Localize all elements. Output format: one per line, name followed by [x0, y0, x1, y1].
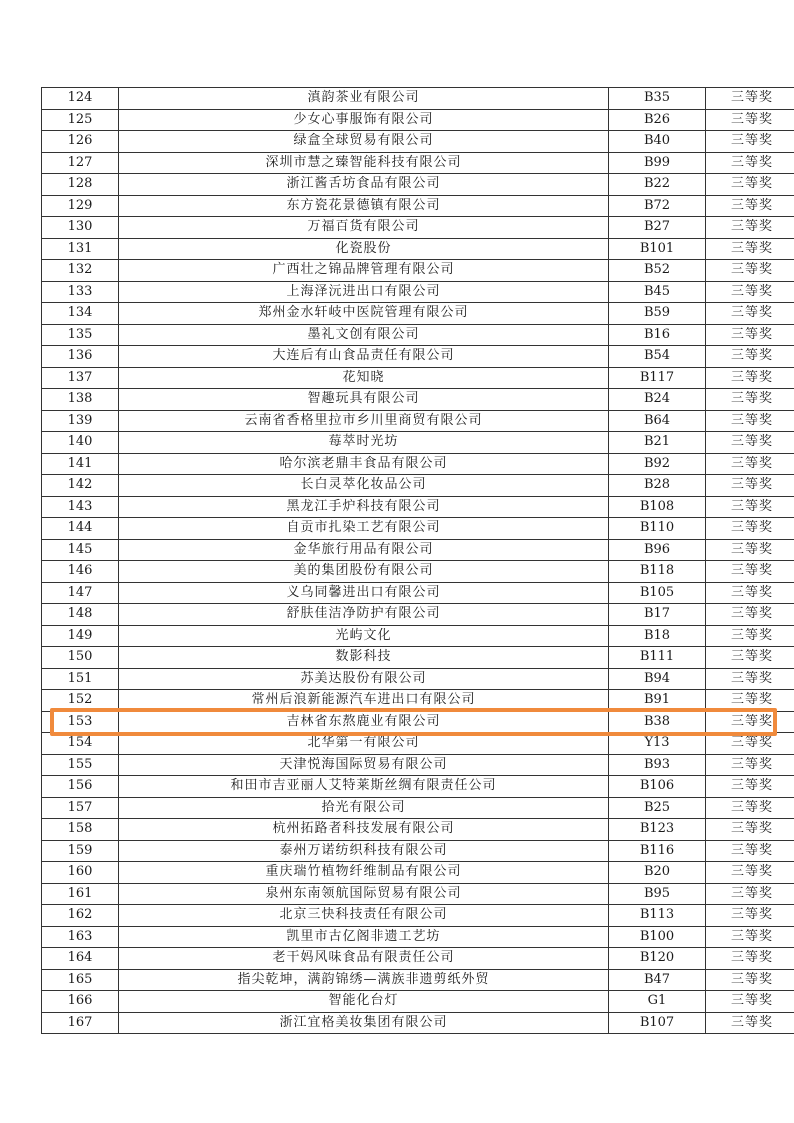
row-number-cell: 142 [42, 475, 119, 497]
award-level-cell: 三等奖 [706, 475, 794, 497]
row-number-cell: 167 [42, 1012, 119, 1034]
table-row [42, 281, 794, 303]
row-number-cell: 139 [42, 410, 119, 432]
award-level-cell: 三等奖 [706, 647, 794, 669]
table-row [42, 195, 794, 217]
company-name-cell: 拾光有限公司 [119, 797, 609, 819]
company-name-cell: 绿盒全球贸易有限公司 [119, 131, 609, 153]
award-level-cell: 三等奖 [706, 776, 794, 798]
award-level-cell: 三等奖 [706, 690, 794, 712]
table-row [42, 367, 794, 389]
award-level-cell: 三等奖 [706, 883, 794, 905]
row-number-cell: 154 [42, 733, 119, 755]
row-number-cell: 162 [42, 905, 119, 927]
table-row [42, 969, 794, 991]
row-number-cell: 137 [42, 367, 119, 389]
row-number-cell: 134 [42, 303, 119, 325]
row-number-cell: 135 [42, 324, 119, 346]
award-level-cell: 三等奖 [706, 281, 794, 303]
company-name-cell: 常州后浪新能源汽车进出口有限公司 [119, 690, 609, 712]
row-number-cell: 136 [42, 346, 119, 368]
company-name-cell: 和田市吉亚丽人艾特莱斯丝绸有限责任公司 [119, 776, 609, 798]
company-name-cell: 智能化台灯 [119, 991, 609, 1013]
table-row [42, 776, 794, 798]
row-number-cell: 152 [42, 690, 119, 712]
row-number-cell: 166 [42, 991, 119, 1013]
booth-code-cell: B113 [609, 905, 706, 927]
company-name-cell: 苏美达股份有限公司 [119, 668, 609, 690]
table-row [42, 926, 794, 948]
company-name-cell: 广西壮之锦品牌管理有限公司 [119, 260, 609, 282]
table-row [42, 174, 794, 196]
booth-code-cell: B24 [609, 389, 706, 411]
booth-code-cell: G1 [609, 991, 706, 1013]
booth-code-cell: B52 [609, 260, 706, 282]
table-row [42, 604, 794, 626]
award-level-cell: 三等奖 [706, 303, 794, 325]
booth-code-cell: B101 [609, 238, 706, 260]
company-name-cell: 长白灵萃化妆品公司 [119, 475, 609, 497]
booth-code-cell: B59 [609, 303, 706, 325]
award-level-cell: 三等奖 [706, 711, 794, 733]
award-level-cell: 三等奖 [706, 260, 794, 282]
booth-code-cell: B116 [609, 840, 706, 862]
booth-code-cell: B64 [609, 410, 706, 432]
table-row [42, 754, 794, 776]
company-name-cell: 数影科技 [119, 647, 609, 669]
company-name-cell: 深圳市慧之臻智能科技有限公司 [119, 152, 609, 174]
row-number-cell: 159 [42, 840, 119, 862]
company-name-cell: 万福百货有限公司 [119, 217, 609, 239]
table-row [42, 647, 794, 669]
company-name-cell: 天津悦海国际贸易有限公司 [119, 754, 609, 776]
booth-code-cell: B27 [609, 217, 706, 239]
row-number-cell: 155 [42, 754, 119, 776]
row-number-cell: 151 [42, 668, 119, 690]
row-number-cell: 145 [42, 539, 119, 561]
company-name-cell: 浙江宜格美妆集团有限公司 [119, 1012, 609, 1034]
table-row [42, 238, 794, 260]
company-name-cell: 美的集团股份有限公司 [119, 561, 609, 583]
company-name-cell: 花知晓 [119, 367, 609, 389]
company-name-cell: 黑龙江手炉科技有限公司 [119, 496, 609, 518]
row-number-cell: 129 [42, 195, 119, 217]
row-number-cell: 126 [42, 131, 119, 153]
company-name-cell: 智趣玩具有限公司 [119, 389, 609, 411]
table-row [42, 217, 794, 239]
company-name-cell: 泉州东南领航国际贸易有限公司 [119, 883, 609, 905]
table-row [42, 1012, 794, 1034]
table-row [42, 582, 794, 604]
row-number-cell: 156 [42, 776, 119, 798]
table-row [42, 948, 794, 970]
company-name-cell: 北华第一有限公司 [119, 733, 609, 755]
booth-code-cell: B45 [609, 281, 706, 303]
table-row [42, 539, 794, 561]
award-level-cell: 三等奖 [706, 862, 794, 884]
award-level-cell: 三等奖 [706, 346, 794, 368]
row-number-cell: 164 [42, 948, 119, 970]
award-level-cell: 三等奖 [706, 88, 794, 110]
company-name-cell: 自贡市扎染工艺有限公司 [119, 518, 609, 540]
table-row [42, 733, 794, 755]
booth-code-cell: B111 [609, 647, 706, 669]
booth-code-cell: B100 [609, 926, 706, 948]
booth-code-cell: B18 [609, 625, 706, 647]
award-level-cell: 三等奖 [706, 389, 794, 411]
award-level-cell: 三等奖 [706, 518, 794, 540]
company-name-cell: 金华旅行用品有限公司 [119, 539, 609, 561]
award-level-cell: 三等奖 [706, 367, 794, 389]
booth-code-cell: B26 [609, 109, 706, 131]
booth-code-cell: B92 [609, 453, 706, 475]
table-row [42, 797, 794, 819]
table-row [42, 518, 794, 540]
award-level-cell: 三等奖 [706, 926, 794, 948]
table-row [42, 453, 794, 475]
table-row [42, 883, 794, 905]
booth-code-cell: B96 [609, 539, 706, 561]
award-level-cell: 三等奖 [706, 539, 794, 561]
table-row [42, 346, 794, 368]
row-number-cell: 160 [42, 862, 119, 884]
row-number-cell: 130 [42, 217, 119, 239]
company-name-cell: 云南省香格里拉市乡川里商贸有限公司 [119, 410, 609, 432]
company-name-cell: 滇韵茶业有限公司 [119, 88, 609, 110]
award-level-cell: 三等奖 [706, 625, 794, 647]
company-name-cell: 吉林省东熬鹿业有限公司 [119, 711, 609, 733]
booth-code-cell: B20 [609, 862, 706, 884]
award-level-cell: 三等奖 [706, 754, 794, 776]
award-level-cell: 三等奖 [706, 131, 794, 153]
booth-code-cell: B110 [609, 518, 706, 540]
award-level-cell: 三等奖 [706, 733, 794, 755]
company-name-cell: 上海泽沅进出口有限公司 [119, 281, 609, 303]
table-row [42, 862, 794, 884]
booth-code-cell: B123 [609, 819, 706, 841]
company-name-cell: 老干妈风味食品有限责任公司 [119, 948, 609, 970]
booth-code-cell: B118 [609, 561, 706, 583]
table-row [42, 131, 794, 153]
award-level-cell: 三等奖 [706, 432, 794, 454]
row-number-cell: 138 [42, 389, 119, 411]
award-level-cell: 三等奖 [706, 195, 794, 217]
row-number-cell: 133 [42, 281, 119, 303]
row-number-cell: 125 [42, 109, 119, 131]
booth-code-cell: B72 [609, 195, 706, 217]
company-name-cell: 凯里市古亿阁非遗工艺坊 [119, 926, 609, 948]
row-number-cell: 132 [42, 260, 119, 282]
row-number-cell: 143 [42, 496, 119, 518]
table-row [42, 324, 794, 346]
booth-code-cell: B28 [609, 475, 706, 497]
company-name-cell: 舒肤佳洁净防护有限公司 [119, 604, 609, 626]
award-level-cell: 三等奖 [706, 174, 794, 196]
row-number-cell: 124 [42, 88, 119, 110]
table-row [42, 690, 794, 712]
table-row [42, 496, 794, 518]
company-name-cell: 泰州万诺纺织科技有限公司 [119, 840, 609, 862]
award-level-cell: 三等奖 [706, 324, 794, 346]
row-number-cell: 150 [42, 647, 119, 669]
row-number-cell: 144 [42, 518, 119, 540]
booth-code-cell: B38 [609, 711, 706, 733]
row-number-cell: 141 [42, 453, 119, 475]
row-number-cell: 147 [42, 582, 119, 604]
row-number-cell: 161 [42, 883, 119, 905]
row-number-cell: 157 [42, 797, 119, 819]
booth-code-cell: B21 [609, 432, 706, 454]
booth-code-cell: B93 [609, 754, 706, 776]
company-name-cell: 莓萃时光坊 [119, 432, 609, 454]
row-number-cell: 153 [42, 711, 119, 733]
table-row [42, 625, 794, 647]
company-name-cell: 浙江酱舌坊食品有限公司 [119, 174, 609, 196]
company-name-cell: 哈尔滨老鼎丰食品有限公司 [119, 453, 609, 475]
row-number-cell: 131 [42, 238, 119, 260]
award-level-cell: 三等奖 [706, 238, 794, 260]
booth-code-cell: B117 [609, 367, 706, 389]
awards-table [41, 87, 794, 1034]
table-row [42, 905, 794, 927]
company-name-cell: 墨礼文创有限公司 [119, 324, 609, 346]
award-level-cell: 三等奖 [706, 453, 794, 475]
award-level-cell: 三等奖 [706, 109, 794, 131]
award-level-cell: 三等奖 [706, 152, 794, 174]
booth-code-cell: B106 [609, 776, 706, 798]
booth-code-cell: B105 [609, 582, 706, 604]
table-row [42, 475, 794, 497]
row-number-cell: 128 [42, 174, 119, 196]
company-name-cell: 杭州拓路者科技发展有限公司 [119, 819, 609, 841]
booth-code-cell: B99 [609, 152, 706, 174]
booth-code-cell: Y13 [609, 733, 706, 755]
row-number-cell: 127 [42, 152, 119, 174]
booth-code-cell: B47 [609, 969, 706, 991]
company-name-cell: 化瓷股份 [119, 238, 609, 260]
booth-code-cell: B120 [609, 948, 706, 970]
award-level-cell: 三等奖 [706, 819, 794, 841]
table-row [42, 668, 794, 690]
table-row [42, 840, 794, 862]
booth-code-cell: B95 [609, 883, 706, 905]
award-level-cell: 三等奖 [706, 668, 794, 690]
award-level-cell: 三等奖 [706, 948, 794, 970]
booth-code-cell: B17 [609, 604, 706, 626]
award-level-cell: 三等奖 [706, 991, 794, 1013]
company-name-cell: 东方瓷花景德镇有限公司 [119, 195, 609, 217]
table-row [42, 109, 794, 131]
award-level-cell: 三等奖 [706, 1012, 794, 1034]
table-row [42, 819, 794, 841]
table-row [42, 410, 794, 432]
award-level-cell: 三等奖 [706, 561, 794, 583]
row-number-cell: 146 [42, 561, 119, 583]
award-level-cell: 三等奖 [706, 604, 794, 626]
company-name-cell: 北京三快科技责任有限公司 [119, 905, 609, 927]
booth-code-cell: B108 [609, 496, 706, 518]
award-level-cell: 三等奖 [706, 410, 794, 432]
company-name-cell: 少女心事服饰有限公司 [119, 109, 609, 131]
row-number-cell: 163 [42, 926, 119, 948]
booth-code-cell: B54 [609, 346, 706, 368]
booth-code-cell: B94 [609, 668, 706, 690]
row-number-cell: 148 [42, 604, 119, 626]
row-number-cell: 149 [42, 625, 119, 647]
table-row [42, 389, 794, 411]
award-level-cell: 三等奖 [706, 969, 794, 991]
table-row [42, 991, 794, 1013]
row-number-cell: 158 [42, 819, 119, 841]
company-name-cell: 指尖乾坤，满韵锦绣—满族非遗剪纸外贸 [119, 969, 609, 991]
booth-code-cell: B35 [609, 88, 706, 110]
company-name-cell: 郑州金水轩岐中医院管理有限公司 [119, 303, 609, 325]
award-level-cell: 三等奖 [706, 905, 794, 927]
award-level-cell: 三等奖 [706, 217, 794, 239]
table-row [42, 88, 794, 110]
table-row [42, 711, 794, 733]
booth-code-cell: B22 [609, 174, 706, 196]
company-name-cell: 大连后有山食品责任有限公司 [119, 346, 609, 368]
booth-code-cell: B25 [609, 797, 706, 819]
table-row [42, 303, 794, 325]
booth-code-cell: B91 [609, 690, 706, 712]
booth-code-cell: B40 [609, 131, 706, 153]
table-row [42, 152, 794, 174]
award-level-cell: 三等奖 [706, 797, 794, 819]
award-level-cell: 三等奖 [706, 582, 794, 604]
award-level-cell: 三等奖 [706, 496, 794, 518]
table-row [42, 260, 794, 282]
awards-table-body [42, 88, 794, 1034]
row-number-cell: 165 [42, 969, 119, 991]
table-row [42, 561, 794, 583]
booth-code-cell: B16 [609, 324, 706, 346]
row-number-cell: 140 [42, 432, 119, 454]
award-level-cell: 三等奖 [706, 840, 794, 862]
company-name-cell: 义乌同馨进出口有限公司 [119, 582, 609, 604]
company-name-cell: 光屿文化 [119, 625, 609, 647]
table-row [42, 432, 794, 454]
company-name-cell: 重庆瑞竹植物纤维制品有限公司 [119, 862, 609, 884]
booth-code-cell: B107 [609, 1012, 706, 1034]
